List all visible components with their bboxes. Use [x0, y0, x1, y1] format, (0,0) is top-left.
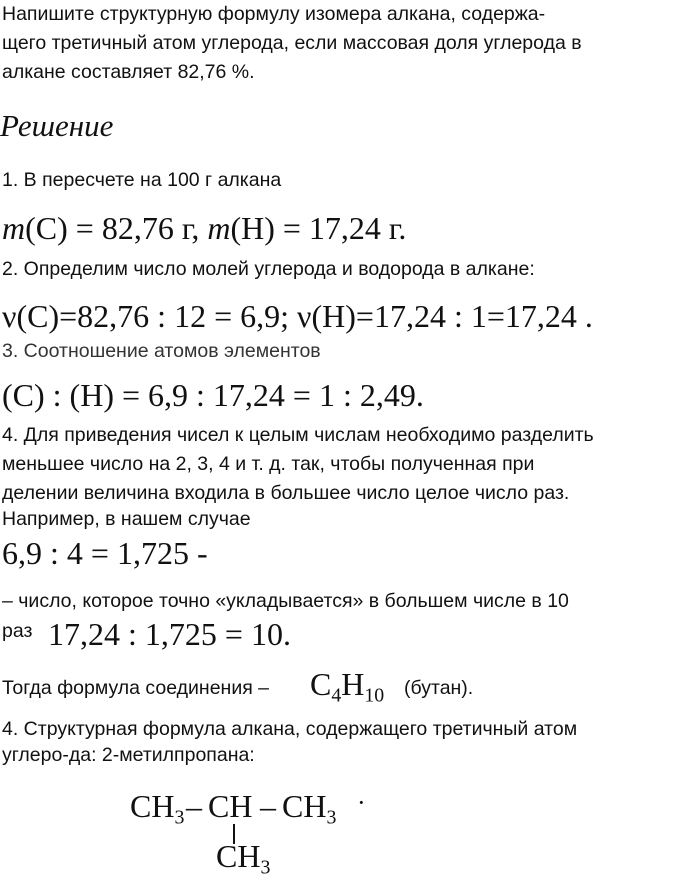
step4-line-3: делении величина входила в большее число целое число раз.: [2, 482, 570, 504]
task-line-3: алкане составляет 82,76 %.: [2, 61, 255, 83]
step4-formula-1: 6,9 : 4 = 1,725 -: [2, 535, 208, 571]
step2-text: 2. Определим число молей углерода и водорода в алкане:: [2, 258, 535, 280]
structure-bond-left: –: [186, 788, 202, 824]
step4-line-2: меньшее число на 2, 3, 4 и т. д. так, чтобы полученная при: [2, 453, 535, 475]
structure-bottom-group: $CH_3$: [216, 838, 271, 879]
step4-result-formula: $C_4H_{10}$: [310, 666, 385, 707]
step1-formula: m(C) = 82,76 г, m(H) = 17,24 г.: [2, 210, 407, 246]
task-line-2: щего третичный атом углерода, если массовая доля углерода в: [2, 32, 582, 54]
step4-line-4: Например, в нашем случае: [2, 508, 251, 530]
step4-result-prefix: Тогда формула соединения –: [2, 677, 270, 699]
step4-result-suffix: (бутан).: [404, 677, 474, 699]
step4-formula-2: 17,24 : 1,725 = 10.: [48, 616, 291, 652]
step4-line-after: – число, которое точно «укладывается» в большем числе в 10: [2, 590, 569, 612]
structure-dot: ·: [357, 788, 366, 817]
structure-left-group: $CH_3$: [130, 788, 185, 829]
step1-text: 1. В пересчете на 100 г алкана: [2, 169, 282, 191]
structure-center-group: CH: [208, 788, 253, 824]
solution-heading: Решение: [0, 108, 114, 143]
step4-line-1: 4. Для приведения чисел к целым числам необходимо разделить: [2, 424, 594, 446]
step2-formula: ν(C)=82,76 : 12 = 6,9; ν(H)=17,24 : 1=17,24 .: [2, 298, 593, 334]
structure-right-group: $CH_3$: [282, 788, 337, 829]
structure-bond-right: –: [260, 788, 276, 824]
step5-line-2: углеро-да: 2-метилпропана:: [2, 744, 255, 766]
step3-text: 3. Соотношение атомов элементов: [2, 340, 321, 362]
step3-formula: (C) : (H) = 6,9 : 17,24 = 1 : 2,49.: [2, 377, 424, 413]
step4-raz-label: раз: [2, 620, 33, 642]
task-line-1: Напишите структурную формулу изомера алкана, содержа-: [2, 3, 546, 25]
step5-line-1: 4. Структурная формула алкана, содержащего третичный атом: [2, 718, 578, 740]
